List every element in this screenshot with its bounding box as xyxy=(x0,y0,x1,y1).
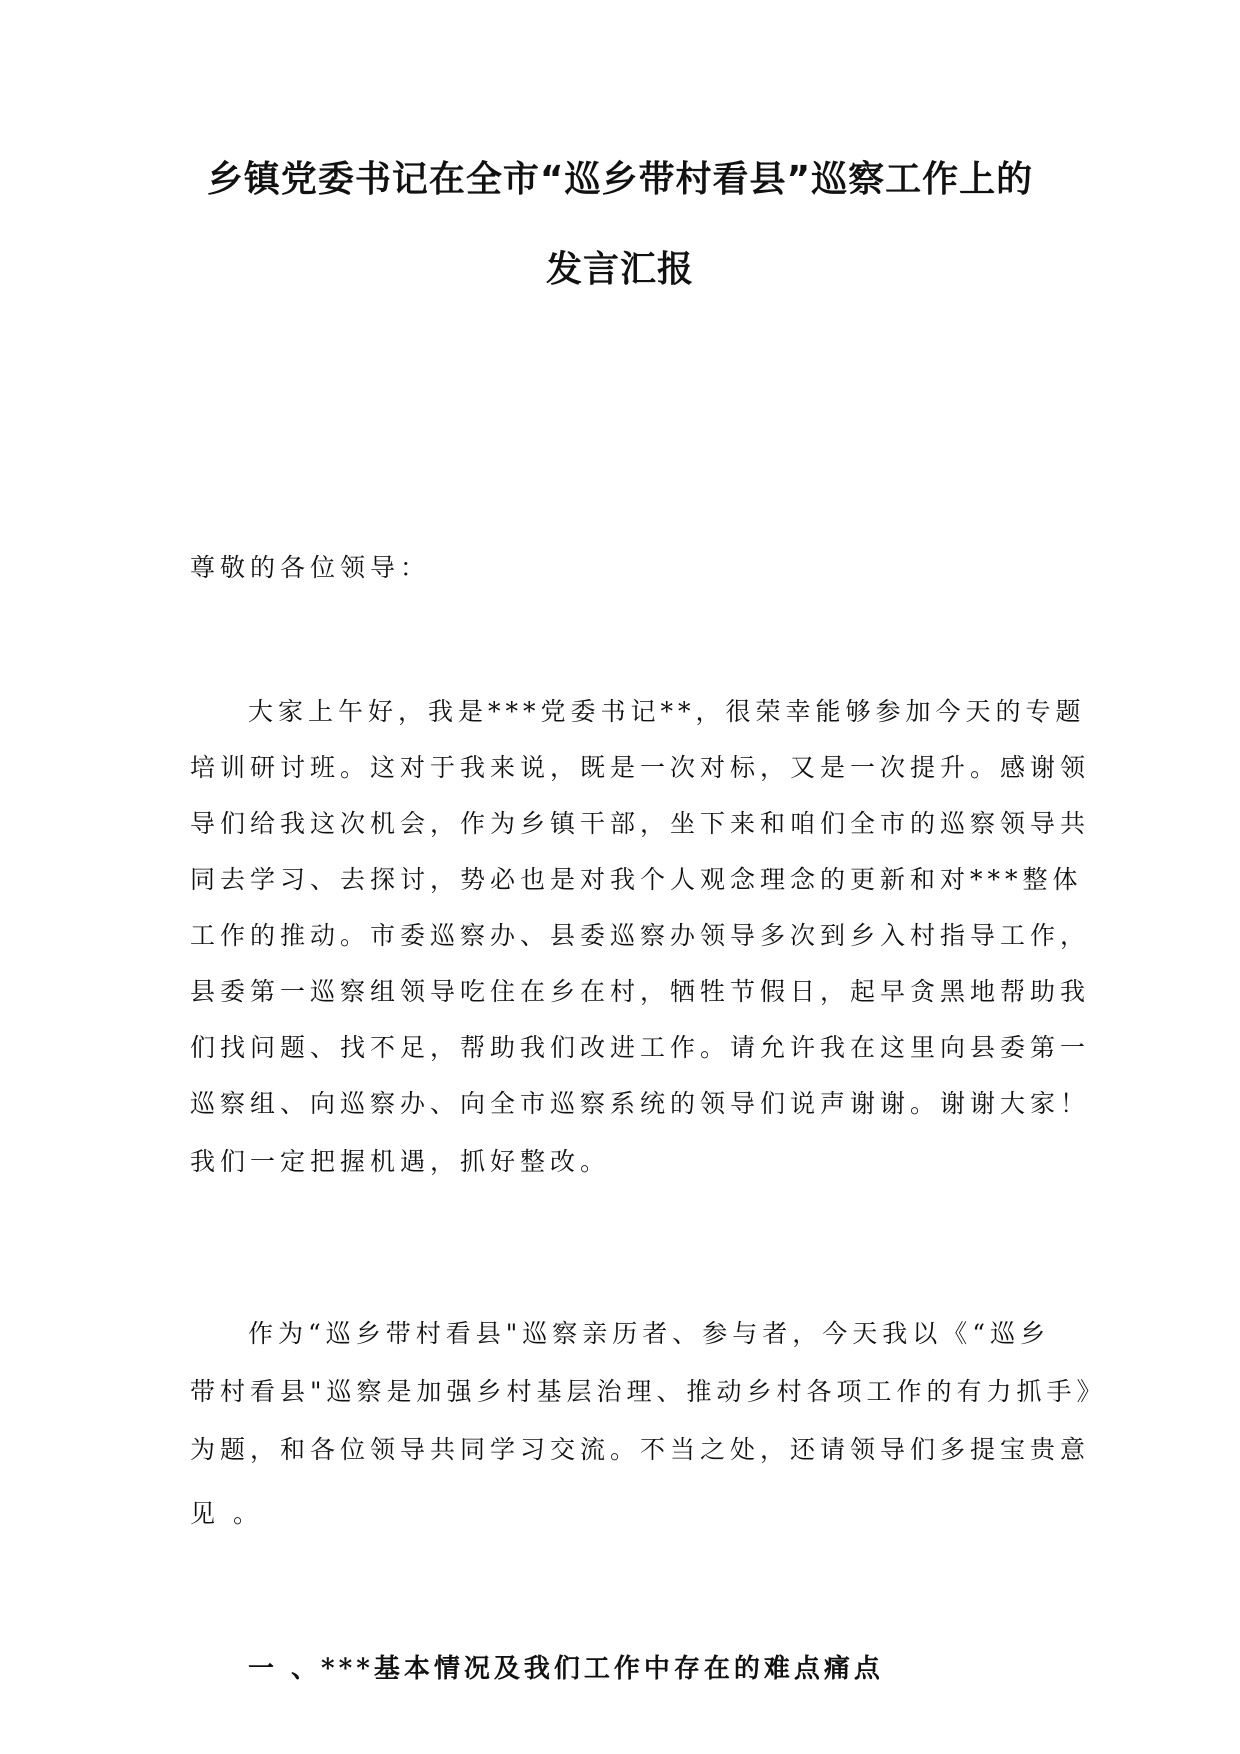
paragraph-1-line: 巡察组、向巡察办、向全市巡察系统的领导们说声谢谢。谢谢大家！ xyxy=(190,1089,1091,1118)
document-title-line-2: 发言汇报 xyxy=(545,249,694,290)
paragraph-2-line: 为题，和各位领导共同学习交流。不当之处，还请领导们多提宝贵意 xyxy=(190,1435,1091,1464)
paragraph-1-line: 县委第一巡察组领导吃住在乡在村，牺牲节假日，起早贪黑地帮助我 xyxy=(190,977,1091,1006)
paragraph-2-line: 见 。 xyxy=(190,1499,263,1528)
paragraph-1-line: 同去学习、去探讨，势必也是对我个人观念理念的更新和对***整体 xyxy=(190,865,1083,894)
section-heading: 一 、***基本情况及我们工作中存在的难点痛点 xyxy=(248,1654,884,1684)
paragraph-1-line: 大家上午好，我是***党委书记**，很荣幸能够参加今天的专题 xyxy=(248,697,1086,726)
paragraph-1-line: 们找问题、找不足，帮助我们改进工作。请允许我在这里向县委第一 xyxy=(190,1033,1091,1062)
paragraph-1-line: 我们一定把握机遇，抓好整改。 xyxy=(190,1147,611,1176)
paragraph-1-line: 培训研讨班。这对于我来说，既是一次对标，又是一次提升。感谢领 xyxy=(190,753,1091,782)
salutation-text: 尊敬的各位领导： xyxy=(190,553,431,582)
paragraph-2-line: 带村看县"巡察是加强乡村基层治理、推动乡村各项工作的有力抓手》 xyxy=(190,1377,1107,1406)
document-title-line-1: 乡镇党委书记在全市“巡乡带村看县”巡察工作上的 xyxy=(206,159,1034,200)
paragraph-2-line: 作为“巡乡带村看县"巡察亲历者、参与者，今天我以《“巡乡 xyxy=(248,1319,1051,1348)
paragraph-1-line: 工作的推动。市委巡察办、县委巡察办领导多次到乡入村指导工作， xyxy=(190,921,1091,950)
paragraph-1-line: 导们给我这次机会，作为乡镇干部，坐下来和咱们全市的巡察领导共 xyxy=(190,809,1091,838)
